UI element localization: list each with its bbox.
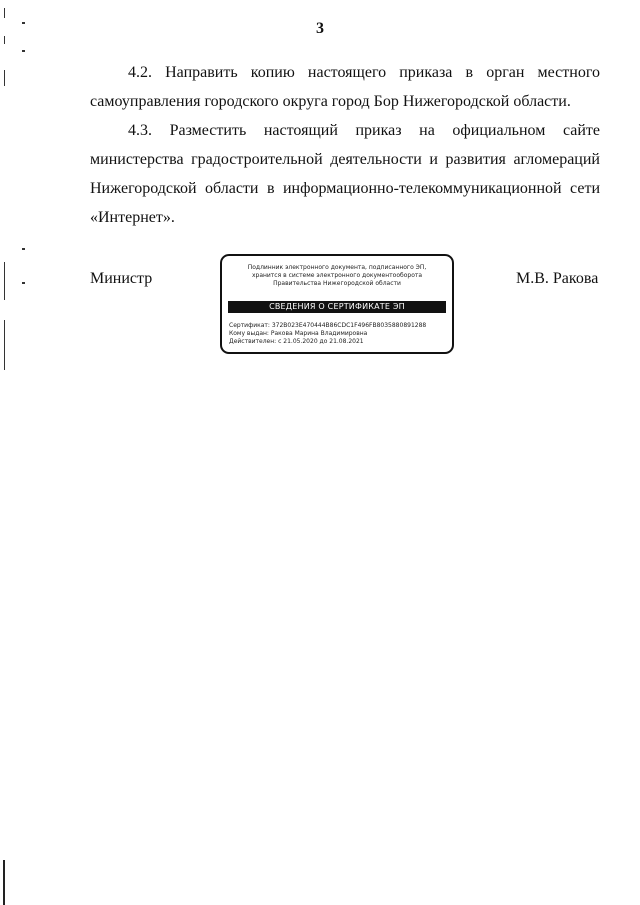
stamp-validity: Действителен: с 21.05.2020 до 21.08.2021 <box>229 338 364 345</box>
page-number: 3 <box>316 20 324 37</box>
scan-artifact <box>4 70 5 86</box>
stamp-details <box>229 322 426 346</box>
scan-artifact <box>22 50 25 52</box>
stamp-banner: СВЕДЕНИЯ О СЕРТИФИКАТЕ ЭП <box>228 301 446 313</box>
stamp-issued-to: Кому выдан: Ракова Марина Владимировна <box>229 330 368 337</box>
scan-artifact <box>4 320 5 370</box>
scan-artifact <box>22 282 25 284</box>
scan-artifact <box>4 8 5 18</box>
signer-name: М.В. Ракова <box>516 270 599 287</box>
stamp-header-line: Подлинник электронного документа, подписанного ЭП, <box>247 264 427 271</box>
electronic-signature-stamp <box>220 254 454 354</box>
stamp-header-line: Правительства Нижегородской области <box>273 280 401 287</box>
stamp-header <box>222 264 452 288</box>
scan-artifact <box>4 262 5 300</box>
stamp-header-line: хранится в системе электронного документооборота <box>251 272 423 279</box>
paragraph-4-3: 4.3. Разместить настоящий приказ на официальном сайте министерства градостроительной деятельности и развития агломераций Нижегородской области в информационно-телекоммуникационной сети «Интернет». <box>90 122 600 226</box>
stamp-certificate: Сертификат: 372B023E470444B86CDC1F496FB8035880891288 <box>229 322 427 329</box>
paragraph-4-2: 4.2. Направить копию настоящего приказа в орган местного самоуправления городского округа город Бор Нижегородской области. <box>90 64 600 110</box>
scan-artifact <box>22 248 25 250</box>
scan-edge-line <box>3 860 5 905</box>
signer-position: Министр <box>90 270 153 287</box>
